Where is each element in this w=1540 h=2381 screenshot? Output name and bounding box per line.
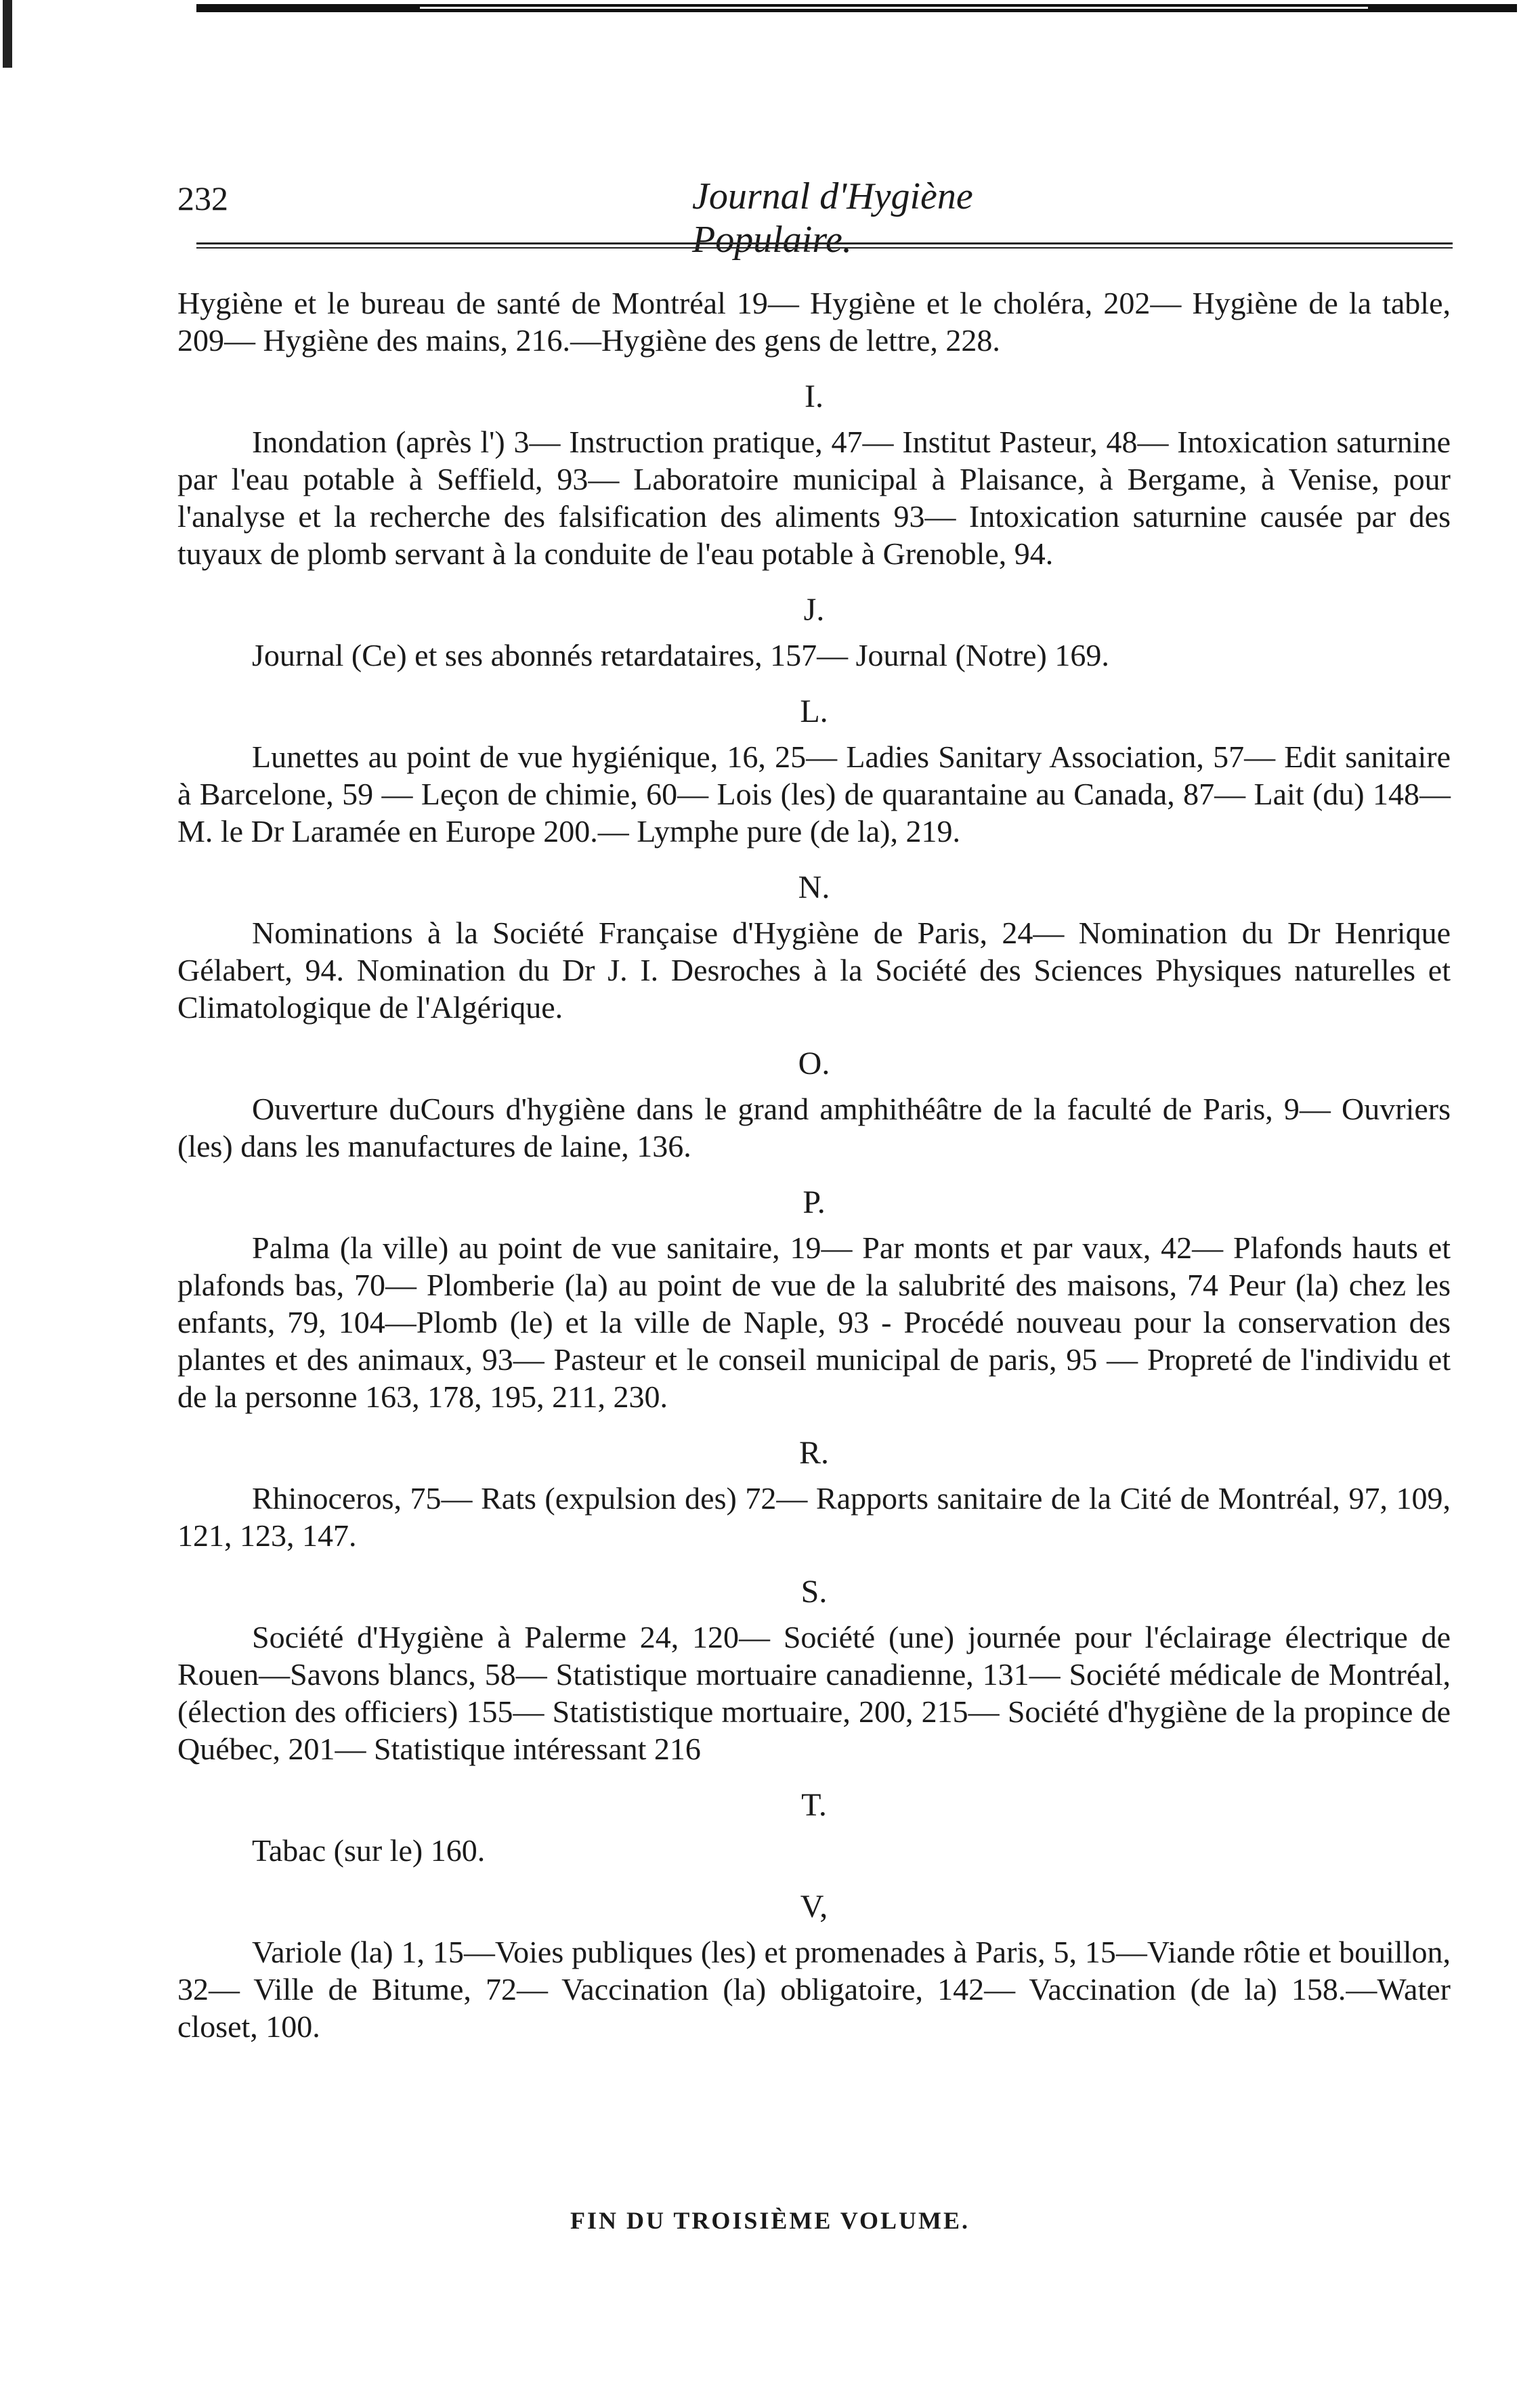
index-entry-t: Tabac (sur le) 160. <box>252 1833 486 1868</box>
index-entry-n: Nominations à la Société Française d'Hygiène de Paris, 24— Nomination du Dr Henrique Gélabert, 94. Nomination du Dr J. I. Desroches à la Société des Sciences Physiques naturelles et Climatologique de l'Algérique. <box>177 916 1451 1025</box>
section-letter-j: J. <box>803 592 825 628</box>
running-title: Journal d'Hygiène Populaire. <box>692 175 973 261</box>
index-section-p <box>177 1184 1451 1415</box>
volume-end-note: FIN DU TROISIÈME VOLUME. <box>570 2207 970 2234</box>
section-letter-t: T. <box>801 1787 827 1823</box>
index-section-s <box>177 1573 1451 1767</box>
scan-edge-mark <box>3 0 12 68</box>
index-section-t <box>177 1786 1451 1869</box>
index-entry-o: Ouverture duCours d'hygiène dans le grand amphithéâtre de la faculté de Paris, 9— Ouvriers (les) dans les manufactures de laine, 136. <box>177 1092 1451 1163</box>
header-rule <box>196 242 1453 249</box>
index-content <box>177 284 1451 2045</box>
index-section-r <box>177 1434 1451 1554</box>
index-section-o <box>177 1045 1451 1165</box>
index-entry-h: Hygiène et le bureau de santé de Montréal 19— Hygiène et le choléra, 202— Hygiène de la table, 209— Hygiène des mains, 216.—Hygiène des gens de lettre, 228. <box>177 286 1451 358</box>
index-section-v <box>177 1888 1451 2045</box>
section-letter-v: V, <box>800 1889 828 1925</box>
top-scan-rule-gap <box>420 7 1368 9</box>
index-section-l <box>177 693 1451 850</box>
index-entry-p: Palma (la ville) au point de vue sanitaire, 19— Par monts et par vaux, 42— Plafonds hauts et plafonds bas, 70— Plomberie (la) au point de vue de la salubrité des maisons, 74 Peur (la) chez les enfants, 79, 104—Plomb (le) et la ville de Naple, 93 - Procédé nouveau pour la conservation des plantes et des animaux, 93— Pasteur et le conseil municipal de paris, 95 — Propreté de l'individu et de la personne 163, 178, 195, 211, 230. <box>177 1230 1451 1414</box>
index-entry-j: Journal (Ce) et ses abonnés retardataires, 157— Journal (Notre) 169. <box>252 638 1109 672</box>
index-section-h <box>177 284 1451 359</box>
section-letter-p: P. <box>803 1184 826 1220</box>
index-section-i <box>177 378 1451 572</box>
section-letter-l: L. <box>800 693 828 729</box>
index-entry-s: Société d'Hygiène à Palerme 24, 120— Société (une) journée pour l'éclairage électrique de Rouen—Savons blancs, 58— Statistique mortuaire canadienne, 131— Société médicale de Montréal, (élection des officiers) 155— Statististique mortuaire, 200, 215— Société d'hygiène de la propince de Québec, 201— Statistique intéressant 216 <box>177 1620 1451 1766</box>
section-letter-s: S. <box>800 1574 828 1610</box>
page-header <box>177 175 1464 261</box>
index-entry-v: Variole (la) 1, 15—Voies publiques (les) et promenades à Paris, 5, 15—Viande rôtie et bouillon, 32— Ville de Bitume, 72— Vaccination (la) obligatoire, 142— Vaccination (de la) 158.—Water closet, 100. <box>177 1935 1451 2044</box>
index-entry-r: Rhinoceros, 75— Rats (expulsion des) 72— Rapports sanitaire de la Cité de Montréal, 97, 109, 121, 123, 147. <box>177 1481 1451 1553</box>
section-letter-n: N. <box>798 870 830 905</box>
section-letter-o: O. <box>798 1046 830 1081</box>
page-number: 232 <box>177 179 228 217</box>
index-section-n <box>177 869 1451 1026</box>
section-letter-r: R. <box>798 1435 829 1471</box>
index-entry-l: Lunettes au point de vue hygiénique, 16, 25— Ladies Sanitary Association, 57— Edit sanitaire à Barcelone, 59 — Leçon de chimie, 60— Lois (les) de quarantaine au Canada, 87— Lait (du) 148— M. le Dr Laramée en Europe 200.— Lymphe pure (de la), 219. <box>177 739 1451 849</box>
index-entry-i: Inondation (après l') 3— Instruction pratique, 47— Institut Pasteur, 48— Intoxication saturnine par l'eau potable à Seffield, 93— Laboratoire municipal à Plaisance, à Bergame, à Venise, pour l'analyse et la recherche des falsification des aliments 93— Intoxication saturnine causée par des tuyaux de plomb servant à la conduite de l'eau potable à Grenoble, 94. <box>177 425 1451 571</box>
index-section-j <box>177 591 1451 674</box>
section-letter-i: I. <box>805 379 824 414</box>
